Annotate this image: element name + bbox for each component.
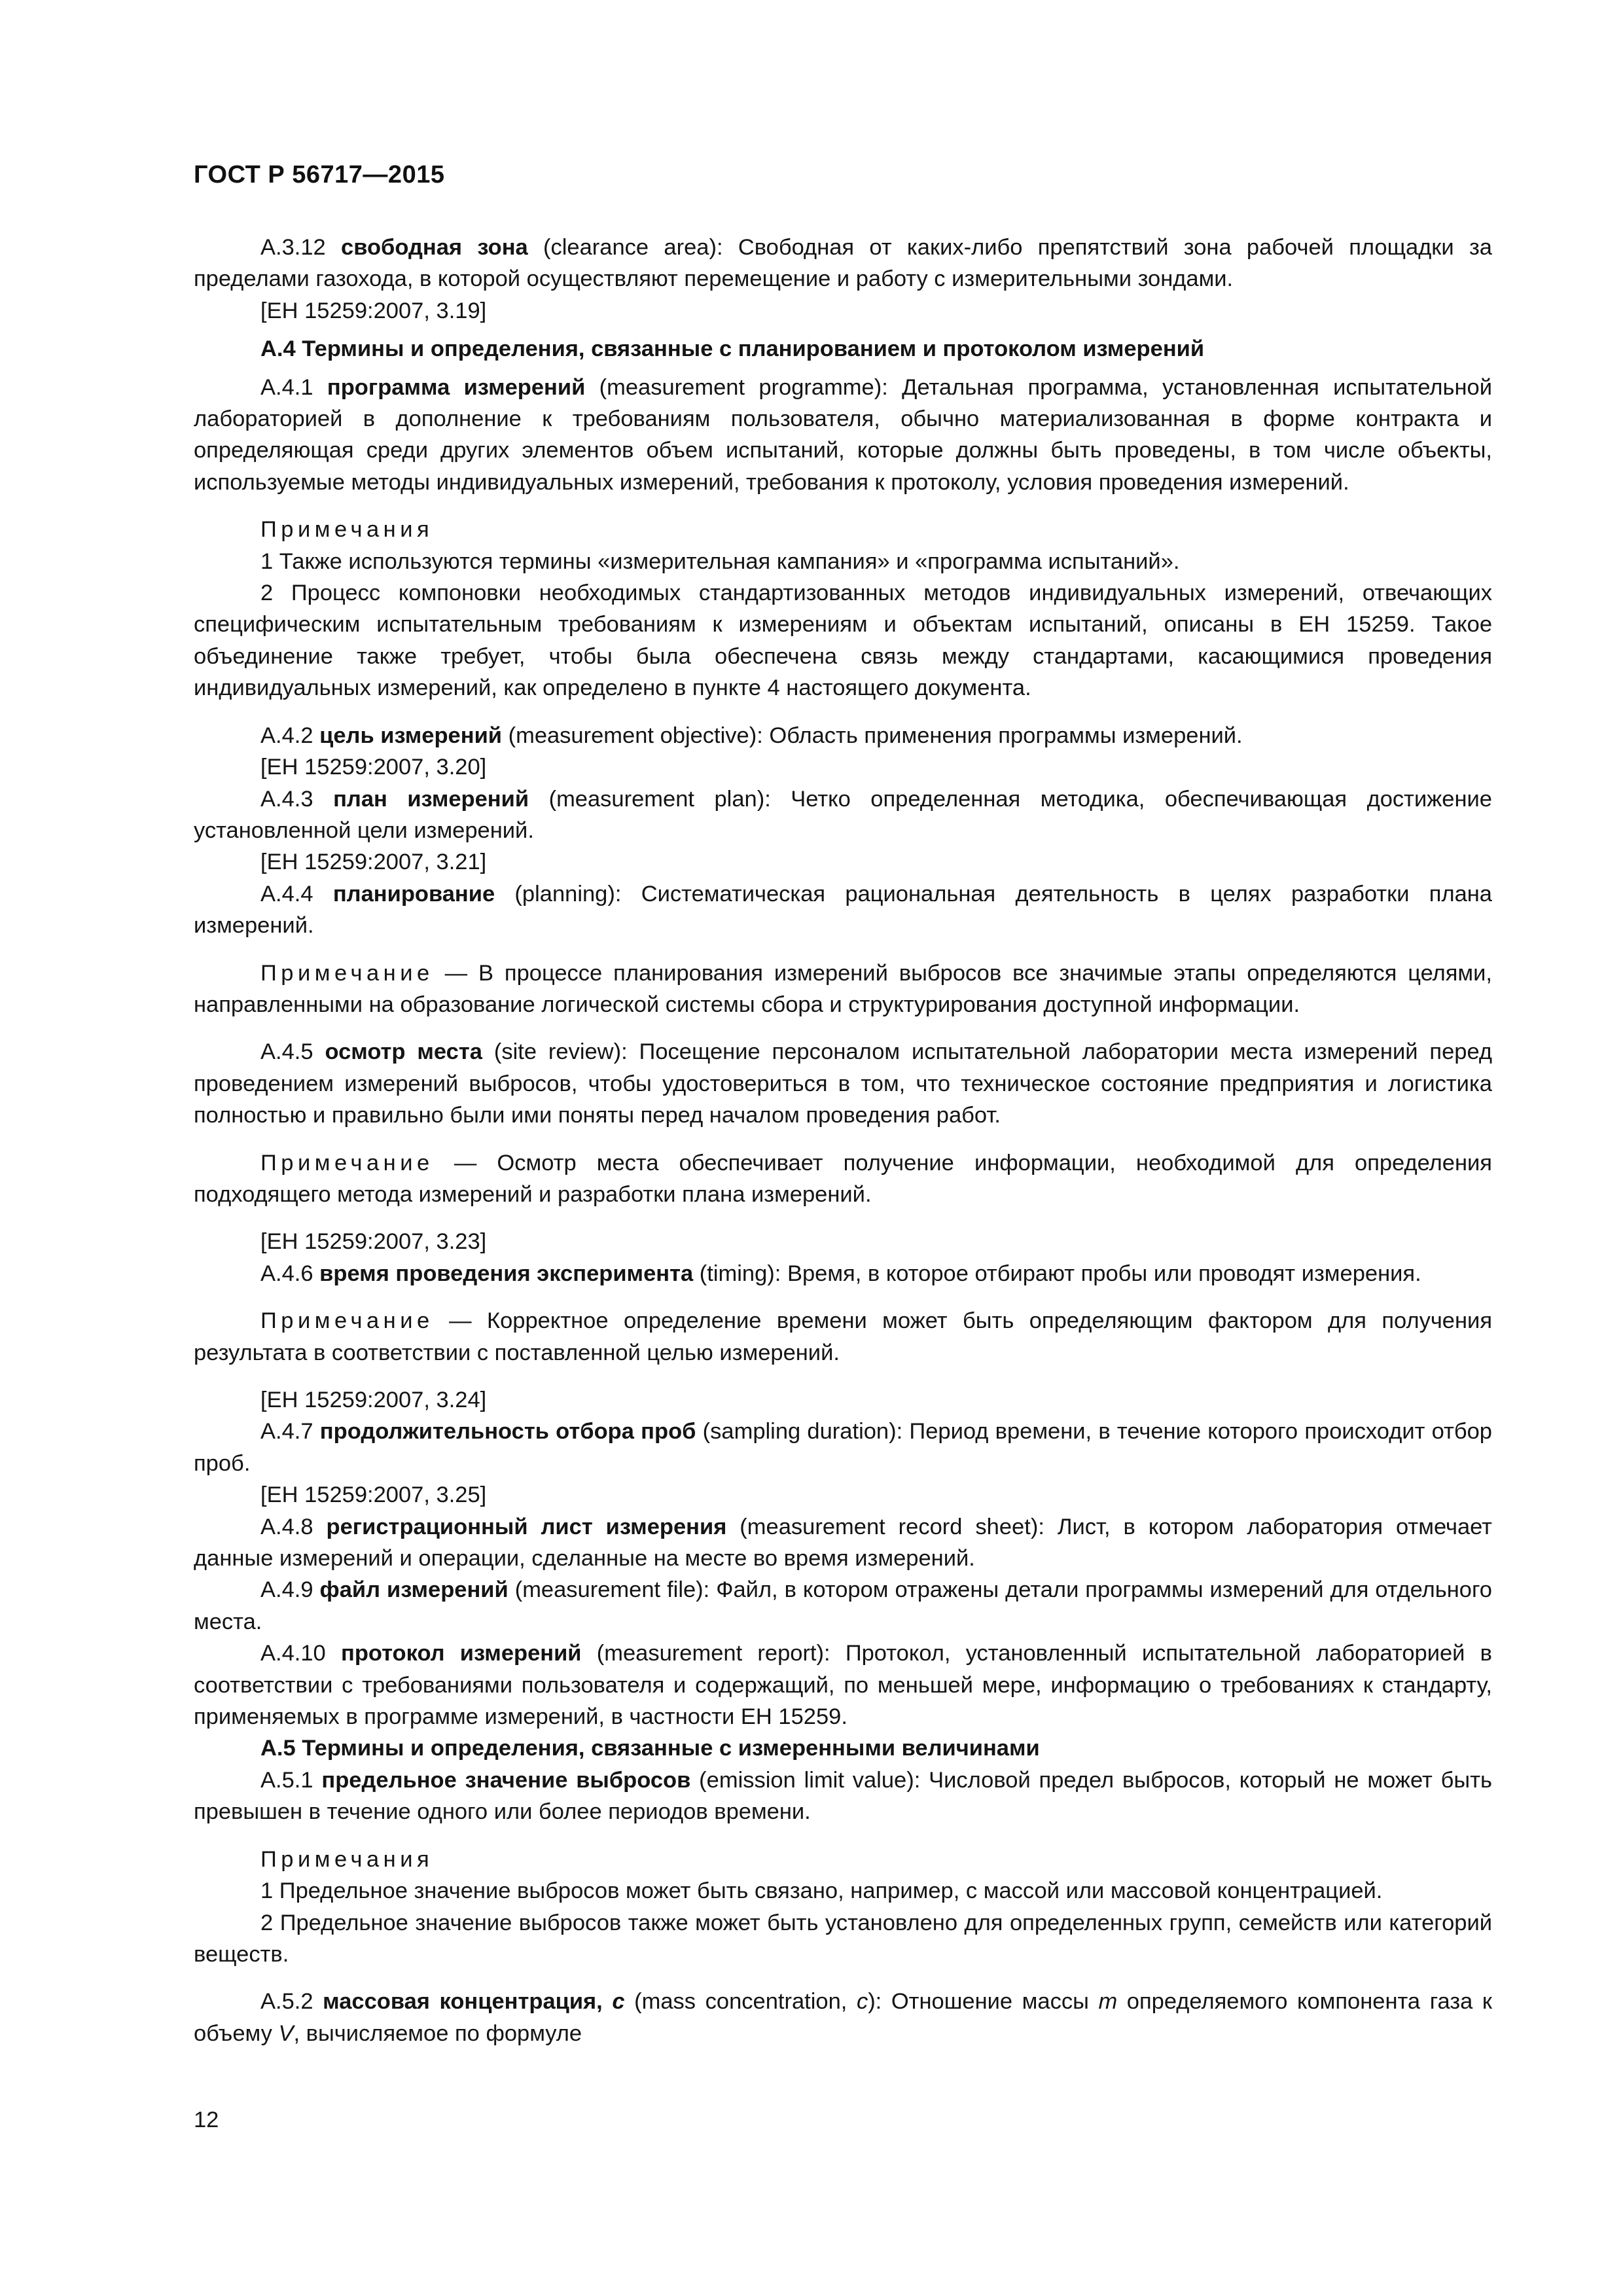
clause-number: А.4.5 bbox=[260, 1039, 313, 1065]
clause-number: А.4.7 bbox=[260, 1419, 313, 1444]
clause-a4-1 bbox=[194, 372, 1492, 499]
clause-number: А.4.4 bbox=[260, 881, 313, 906]
term-name: массовая концентрация, bbox=[323, 1989, 603, 2015]
clause-number: А.4.2 bbox=[260, 723, 313, 748]
note-text: — Осмотр места обеспечивает получение информации, необходимой для определения подходящего метода измерений и разработки плана измерений. bbox=[194, 1150, 1492, 1207]
reference: [ЕН 15259:2007, 3.24] bbox=[260, 1388, 487, 1412]
clause-a4-7 bbox=[194, 1416, 1492, 1479]
note bbox=[194, 1147, 1492, 1211]
term-definition: (planning): Систематическая рациональная деятельность в целях разработки плана измерений. bbox=[194, 881, 1492, 939]
term-name: цель измерений bbox=[319, 723, 502, 748]
clause-number: А.3.12 bbox=[260, 235, 326, 260]
note-label: Примечание bbox=[260, 1150, 434, 1175]
note-1: 1 Предельное значение выбросов может быть связано, например, с массой или массовой концентрацией. bbox=[260, 1878, 1383, 1904]
term-name: план измерений bbox=[333, 786, 529, 812]
term-definition: (measurement report): Протокол, установленный испытательной лабораторией в соответствии с требованиями пользователя и содержащий, по меньшей мере, информацию о требованиях к стандарту, применяемых в программе измерений, в частности ЕН 15259. bbox=[194, 1641, 1492, 1730]
term-name: продолжительность отбора проб bbox=[319, 1419, 696, 1444]
clause-a4-2 bbox=[194, 720, 1492, 751]
notes-label: Примечания bbox=[260, 517, 434, 543]
term-definition: (site review): Посещение персоналом испытательной лаборатории места измерений перед проведением измерений выбросов, чтобы удостовериться в том, что техническое состояние предприятия и логистика полностью и правильно были ими поняты перед началом проведения работ. bbox=[194, 1039, 1492, 1128]
clause-number: А.4.1 bbox=[260, 374, 313, 400]
term-name: осмотр места bbox=[325, 1039, 482, 1065]
term-definition: ): Отношение массы bbox=[868, 1989, 1099, 2015]
clause-a4-10 bbox=[194, 1638, 1492, 1732]
clause-a4-6 bbox=[194, 1258, 1492, 1289]
section-heading-a5: А.5 Термины и определения, связанные с измеренными величинами bbox=[260, 1736, 1040, 1761]
note-1: 1 Также используются термины «измерительная кампания» и «программа испытаний». bbox=[260, 548, 1180, 574]
clause-number: А.4.3 bbox=[260, 786, 313, 812]
clause-a4-9 bbox=[194, 1574, 1492, 1638]
note-text: — Корректное определение времени может быть определяющим фактором для получения результата в соответствии с поставленной целью измерений. bbox=[194, 1308, 1492, 1365]
term-definition: (timing): Время, в которое отбирают пробы или проводят измерения. bbox=[693, 1261, 1421, 1286]
term-name: планирование bbox=[332, 881, 495, 906]
term-name: файл измерений bbox=[319, 1577, 508, 1603]
clause-number: А.4.10 bbox=[260, 1641, 326, 1666]
clause-a4-4 bbox=[194, 878, 1492, 942]
term-definition: (emission limit value): Числовой предел выбросов, который не может быть превышен в течение одного или более периодов времени. bbox=[194, 1767, 1493, 1825]
term-name: программа измерений bbox=[327, 374, 586, 400]
clause-a4-5 bbox=[194, 1036, 1492, 1131]
clause-a4-3 bbox=[194, 783, 1492, 847]
clause-a4-8 bbox=[194, 1511, 1492, 1575]
document-body bbox=[194, 232, 1492, 2049]
symbol-c: c bbox=[612, 1989, 625, 2015]
term-definition: (measurement programme): Детальная программа, установленная испытательной лабораторией в дополнение к требованиям пользователя, обычно материализованная в форме контракта и определяющая среди других элементов объем испытаний, которые должны быть проведены, в том числе объекты, используемые методы индивидуальных измерений, требования к протоколу, условия проведения измерений. bbox=[194, 374, 1492, 495]
term-definition: , вычисляемое по формуле bbox=[293, 2020, 582, 2046]
term-name: свободная зона bbox=[341, 235, 528, 260]
term-name: протокол измерений bbox=[340, 1641, 582, 1666]
term-definition: (measurement record sheet): Лист, в котором лаборатория отмечает данные измерений и операции, сделанные на месте во время измерений. bbox=[194, 1514, 1492, 1571]
section-heading-a4: А.4 Термины и определения, связанные с планированием и протоколом измерений bbox=[260, 336, 1205, 362]
document-header: ГОСТ Р 56717—2015 bbox=[194, 161, 445, 188]
reference: [ЕН 15259:2007, 3.25] bbox=[260, 1482, 487, 1508]
symbol-v: V bbox=[278, 2020, 294, 2046]
note-label: Примечание bbox=[260, 960, 434, 986]
note-text: — В процессе планирования измерений выбросов все значимые этапы определяются целями, направленными на образование логической системы сбора и структурирования доступной информации. bbox=[194, 960, 1492, 1017]
term-definition: (clearance area): Свободная от каких-либо препятствий зона рабочей площадки за пределами газохода, в которой осуществляют перемещение и работу с измерительными зондами. bbox=[194, 235, 1492, 292]
term-name: предельное значение выбросов bbox=[321, 1767, 691, 1793]
note bbox=[194, 1305, 1492, 1369]
symbol-c: c bbox=[856, 1989, 868, 2015]
note-label: Примечание bbox=[260, 1308, 434, 1334]
clause-number: А.4.9 bbox=[260, 1577, 313, 1603]
clause-a3-12 bbox=[194, 232, 1492, 295]
notes-label: Примечания bbox=[260, 1846, 434, 1872]
page-number: 12 bbox=[194, 2108, 219, 2132]
reference: [ЕН 15259:2007, 3.20] bbox=[260, 755, 487, 780]
term-name: регистрационный лист измерения bbox=[326, 1514, 727, 1539]
term-definition: (sampling duration): Период времени, в течение которого происходит отбор проб. bbox=[194, 1419, 1492, 1476]
reference: [ЕН 15259:2007, 3.23] bbox=[260, 1229, 487, 1255]
symbol-m: m bbox=[1098, 1989, 1118, 2015]
term-definition: (measurement file): Файл, в котором отражены детали программы измерений для отдельного места. bbox=[194, 1577, 1492, 1634]
clause-number: А.4.8 bbox=[260, 1514, 313, 1539]
clause-number: А.5.1 bbox=[260, 1767, 313, 1793]
term-definition: (mass concentration, bbox=[624, 1989, 857, 2015]
note-2: 2 Процесс компоновки необходимых стандартизованных методов индивидуальных измерений, отвечающих специфическим испытательным требованиям к измерениям и объектам испытаний, описаны в ЕН 15259. Такое объединение также требует, чтобы была обеспечена связь между стандартами, касающимися проведения индивидуальных измерений, как определено в пункте 4 настоящего документа. bbox=[194, 581, 1492, 701]
clause-a5-1 bbox=[194, 1765, 1492, 1828]
reference: [ЕН 15259:2007, 3.19] bbox=[260, 298, 487, 323]
clause-number: А.4.6 bbox=[260, 1261, 313, 1286]
clause-number: А.5.2 bbox=[260, 1989, 313, 2015]
note-2: 2 Предельное значение выбросов также может быть установлено для определенных групп, семейств или категорий веществ. bbox=[194, 1910, 1492, 1967]
note bbox=[194, 958, 1492, 1021]
clause-a5-2 bbox=[194, 1986, 1492, 2049]
term-definition: (measurement objective): Область применения программы измерений. bbox=[502, 723, 1243, 748]
term-name: время проведения эксперимента bbox=[319, 1261, 694, 1286]
term-definition: (measurement plan): Четко определенная методика, обеспечивающая достижение установленной цели измерений. bbox=[194, 786, 1492, 843]
reference: [ЕН 15259:2007, 3.21] bbox=[260, 850, 487, 875]
term-definition: определяемого компонента газа к объему bbox=[194, 1989, 1493, 2046]
